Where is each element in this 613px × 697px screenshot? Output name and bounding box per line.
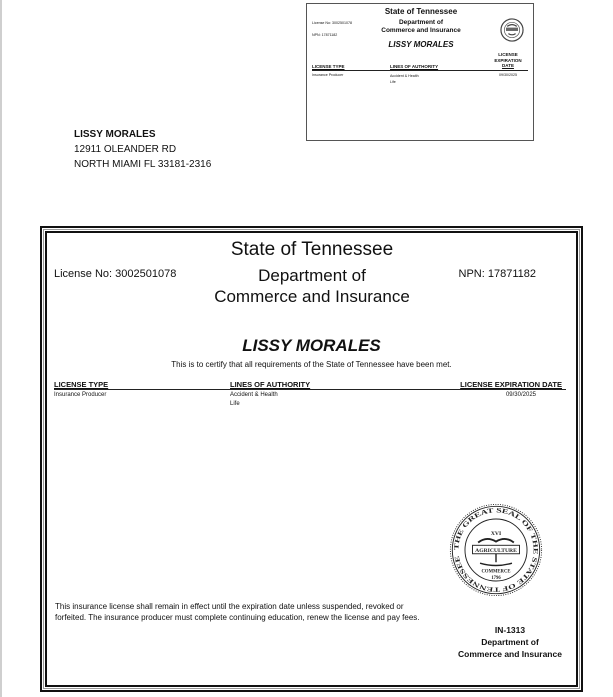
card-department-line1: Department of <box>398 19 444 26</box>
card-state-title: State of Tennessee <box>384 7 458 16</box>
certificate-department-line2: Commerce and Insurance <box>214 287 410 306</box>
card-expiration-date: 09/30/2025 <box>499 73 517 77</box>
card-header-expiration <box>488 52 528 69</box>
card-header-rule <box>312 70 528 71</box>
card-npn: NPN: 17871182 <box>312 33 338 37</box>
card-license-number: License No: 3002501078 <box>312 21 352 25</box>
seal-roman: XVI <box>490 530 502 537</box>
notice-line2: forfeited. The insurance producer must complete continuing education, renew the license and pay fees. <box>55 613 420 622</box>
seal-agriculture: AGRICULTURE <box>475 547 517 554</box>
state-seal-icon <box>449 503 543 597</box>
notice-line1: This insurance license shall remain in effect until the expiration date unless suspended, revoked or <box>55 602 404 611</box>
card-holder-name: LISSY MORALES <box>388 40 454 49</box>
seal-year: 1796 <box>491 576 501 582</box>
card-authority-item: Accident & Health <box>390 74 419 78</box>
state-seal-icon <box>500 18 524 42</box>
certificate-department <box>197 265 427 307</box>
form-code: IN-1313 <box>494 625 526 635</box>
card-header-expiration-line3: DATE <box>502 63 514 68</box>
mailing-address <box>74 127 211 172</box>
certificate-department-line1: Department of <box>258 266 366 285</box>
certificate-state-title: State of Tennessee <box>230 239 394 260</box>
npn-number: NPN: 17871182 <box>458 268 536 280</box>
expiration-date-value: 09/30/2025 <box>505 392 536 398</box>
seal-commerce: COMMERCE <box>481 569 511 575</box>
page-edge <box>0 0 2 697</box>
card-header-expiration-line2: EXPIRATION <box>494 57 522 63</box>
card-header-lines-of-authority: LINES OF AUTHORITY <box>390 64 439 69</box>
license-number: License No: 3002501078 <box>54 268 177 280</box>
authority-item: Accident & Health <box>230 392 278 398</box>
issuer-footer <box>447 624 573 660</box>
seal-ring-text: THE GREAT SEAL OF THE STATE OF TENNESSEE <box>453 507 539 593</box>
footer-department-line2: Commerce and Insurance <box>458 649 562 659</box>
license-certificate <box>40 226 583 692</box>
card-license-type: Insurance Producer <box>312 73 344 77</box>
card-department-line2: Commerce and Insurance <box>381 27 461 34</box>
card-header-license-type: LICENSE TYPE <box>312 64 345 69</box>
certification-statement: This is to certify that all requirements of the State of Tennessee have been met. <box>171 360 452 369</box>
address-city-state-zip: NORTH MIAMI FL 33181-2316 <box>74 159 212 170</box>
card-department <box>371 19 471 35</box>
license-notice <box>55 601 445 623</box>
header-expiration-date: LICENSE EXPIRATION DATE <box>460 380 562 389</box>
license-type-value: Insurance Producer <box>54 392 107 398</box>
address-name: LISSY MORALES <box>74 129 156 140</box>
wallet-license-card <box>306 3 534 141</box>
header-lines-of-authority: LINES OF AUTHORITY <box>230 380 311 389</box>
license-holder-name: LISSY MORALES <box>242 336 381 355</box>
authority-item: Life <box>230 401 240 407</box>
header-license-type: LICENSE TYPE <box>54 380 109 389</box>
card-authority-item: Life <box>390 80 396 84</box>
card-lines-of-authority <box>390 73 419 85</box>
footer-department-line1: Department of <box>481 637 539 647</box>
lines-of-authority-list <box>230 391 278 409</box>
card-header-expiration-line1: LICENSE <box>498 52 518 57</box>
address-street: 12911 OLEANDER RD <box>74 144 177 155</box>
header-rule <box>54 389 566 390</box>
certificate-inner-border <box>45 231 578 687</box>
